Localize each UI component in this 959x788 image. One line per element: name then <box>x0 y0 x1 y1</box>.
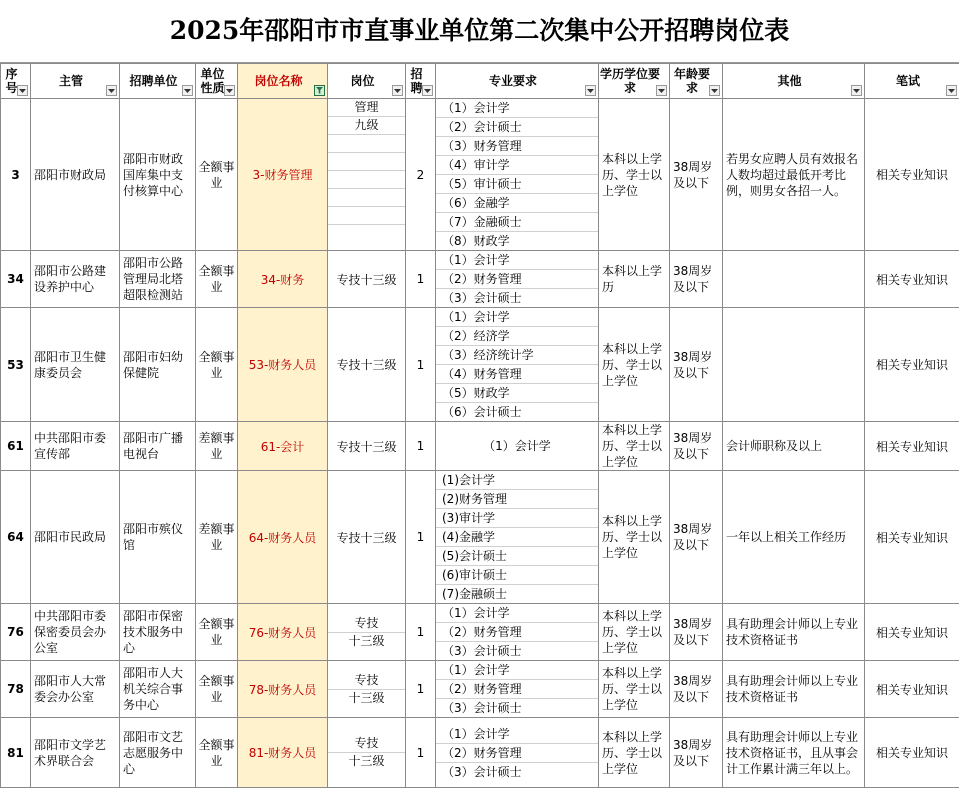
major-list <box>436 308 598 421</box>
unit-cell[interactable]: 邵阳市广播电视台 <box>120 422 196 471</box>
major-item: (3)审计学 <box>436 509 598 528</box>
major-list <box>436 471 598 603</box>
table-row <box>1 251 959 308</box>
edu-cell[interactable]: 本科以上学历、学士以上学位 <box>599 99 670 251</box>
dept-cell[interactable]: 邵阳市文学艺术界联合会 <box>31 718 120 788</box>
table-row <box>1 99 959 251</box>
dept-cell[interactable]: 中共邵阳市委保密委员会办公室 <box>31 604 120 661</box>
major-item: （3）会计硕士 <box>436 642 598 660</box>
post-line: 十三级 <box>328 633 405 650</box>
table-row <box>1 308 959 422</box>
major-item: （5）财政学 <box>436 384 598 403</box>
header-post-name: 岗位名称 <box>238 64 328 99</box>
major-item: （6）金融学 <box>436 194 598 213</box>
filter-dropdown-icon[interactable] <box>106 85 117 96</box>
header-unit: 招聘单位 <box>120 64 196 99</box>
filter-dropdown-icon[interactable] <box>17 85 28 96</box>
major-item: （2）财务管理 <box>436 680 598 699</box>
nature-cell[interactable]: 全额事业 <box>196 251 238 308</box>
nature-cell[interactable]: 全额事业 <box>196 604 238 661</box>
major-item: （3）财务管理 <box>436 137 598 156</box>
empty-subcell <box>328 153 405 171</box>
major-item: （2）经济学 <box>436 327 598 346</box>
dept-cell[interactable]: 邵阳市人大常委会办公室 <box>31 661 120 718</box>
post-line: 专技 <box>328 735 405 753</box>
post-cell[interactable] <box>328 422 406 471</box>
other-cell[interactable]: 一年以上相关工作经历 <box>723 471 865 604</box>
age-cell[interactable]: 38周岁及以下 <box>670 718 723 788</box>
unit-cell[interactable]: 邵阳市殡仪馆 <box>120 471 196 604</box>
dept-cell[interactable]: 邵阳市民政局 <box>31 471 120 604</box>
major-item: （1）会计学 <box>436 725 598 744</box>
exam-cell[interactable]: 相关专业知识 <box>865 99 959 251</box>
post-cell[interactable] <box>328 308 406 422</box>
major-item: （3）会计硕士 <box>436 699 598 717</box>
post-cell[interactable] <box>328 604 406 661</box>
header-exam: 笔试 <box>865 64 959 99</box>
count-cell[interactable]: 1 <box>406 718 436 788</box>
post-name-cell[interactable]: 78-财务人员 <box>238 661 328 718</box>
post-cell[interactable] <box>328 661 406 718</box>
exam-cell[interactable]: 相关专业知识 <box>865 308 959 422</box>
major-list <box>436 99 598 250</box>
post-cell[interactable] <box>328 471 406 604</box>
post-line: 专技十三级 <box>336 440 396 454</box>
exam-cell[interactable]: 相关专业知识 <box>865 251 959 308</box>
dept-cell[interactable]: 中共邵阳市委宣传部 <box>31 422 120 471</box>
count-cell[interactable]: 1 <box>406 661 436 718</box>
seq-cell[interactable]: 64 <box>1 471 31 604</box>
major-item: (6)审计硕士 <box>436 566 598 585</box>
count-cell[interactable]: 1 <box>406 604 436 661</box>
age-cell[interactable]: 38周岁及以下 <box>670 99 723 251</box>
header-nature: 单位性质 <box>196 64 238 99</box>
unit-cell[interactable]: 邵阳市保密技术服务中心 <box>120 604 196 661</box>
edu-cell[interactable]: 本科以上学历、学士以上学位 <box>599 471 670 604</box>
major-item: （3）会计硕士 <box>436 763 598 781</box>
table-row <box>1 604 959 661</box>
other-cell[interactable]: 若男女应聘人员有效报名人数均超过最低开考比例，则男女各招一人。 <box>723 99 865 251</box>
major-list <box>436 251 598 307</box>
dept-cell[interactable]: 邵阳市公路建设养护中心 <box>31 251 120 308</box>
header-major: 专业要求 <box>436 64 599 99</box>
major-item: （7）金融硕士 <box>436 213 598 232</box>
major-cell[interactable] <box>436 99 599 251</box>
nature-cell[interactable]: 全额事业 <box>196 661 238 718</box>
other-cell[interactable]: 具有助理会计师以上专业技术资格证书，且从事会计工作累计满三年以上。 <box>723 718 865 788</box>
exam-cell[interactable]: 相关专业知识 <box>865 422 959 471</box>
unit-cell[interactable]: 邵阳市财政国库集中支付核算中心 <box>120 99 196 251</box>
header-count: 招聘 <box>406 64 436 99</box>
edu-cell[interactable]: 本科以上学历、学士以上学位 <box>599 422 670 471</box>
major-list <box>436 725 598 781</box>
post-line: 专技十三级 <box>336 273 396 287</box>
major-item: （1）会计学 <box>436 661 598 680</box>
seq-cell[interactable]: 76 <box>1 604 31 661</box>
edu-cell[interactable]: 本科以上学历、学士以上学位 <box>599 661 670 718</box>
major-item: （4）财务管理 <box>436 365 598 384</box>
post-line: 专技 <box>328 615 405 633</box>
filter-dropdown-icon[interactable] <box>224 85 235 96</box>
major-item: （1）会计学 <box>436 99 598 118</box>
post-name-cell[interactable]: 53-财务人员 <box>238 308 328 422</box>
major-item: （2）会计硕士 <box>436 118 598 137</box>
post-name-cell[interactable]: 76-财务人员 <box>238 604 328 661</box>
unit-cell[interactable]: 邵阳市公路管理局北塔超限检测站 <box>120 251 196 308</box>
seq-cell[interactable]: 34 <box>1 251 31 308</box>
unit-cell[interactable]: 邵阳市妇幼保健院 <box>120 308 196 422</box>
post-line: 专技十三级 <box>336 358 396 372</box>
age-cell[interactable]: 38周岁及以下 <box>670 471 723 604</box>
seq-cell[interactable]: 61 <box>1 422 31 471</box>
post-cell[interactable] <box>328 718 406 788</box>
seq-cell[interactable]: 53 <box>1 308 31 422</box>
exam-cell[interactable]: 相关专业知识 <box>865 718 959 788</box>
post-name-cell[interactable]: 81-财务人员 <box>238 718 328 788</box>
job-table <box>0 63 959 788</box>
major-list <box>436 604 598 660</box>
post-name-cell[interactable]: 64-财务人员 <box>238 471 328 604</box>
count-cell[interactable]: 2 <box>406 99 436 251</box>
major-cell[interactable] <box>436 422 599 471</box>
major-cell[interactable] <box>436 308 599 422</box>
age-cell[interactable]: 38周岁及以下 <box>670 251 723 308</box>
exam-cell[interactable]: 相关专业知识 <box>865 471 959 604</box>
major-item: （2）财务管理 <box>436 623 598 642</box>
nature-cell[interactable]: 全额事业 <box>196 718 238 788</box>
header-seq: 序号 <box>1 64 31 99</box>
filter-dropdown-icon[interactable] <box>585 85 596 96</box>
header-edu: 学历学位要求 <box>599 64 670 99</box>
major-item: （3）经济统计学 <box>436 346 598 365</box>
major-item: (4)金融学 <box>436 528 598 547</box>
post-name-cell[interactable]: 34-财务 <box>238 251 328 308</box>
post-cell[interactable] <box>328 251 406 308</box>
major-cell[interactable] <box>436 604 599 661</box>
filter-dropdown-icon[interactable] <box>422 85 433 96</box>
seq-cell[interactable]: 78 <box>1 661 31 718</box>
header-age: 年龄要求 <box>670 64 723 99</box>
major-item: (5)会计硕士 <box>436 547 598 566</box>
post-cell[interactable] <box>328 99 406 251</box>
age-cell[interactable]: 38周岁及以下 <box>670 604 723 661</box>
major-item: （2）财务管理 <box>436 744 598 763</box>
major-item: （6）会计硕士 <box>436 403 598 421</box>
other-cell[interactable]: 会计师职称及以上 <box>723 422 865 471</box>
other-cell[interactable] <box>723 308 865 422</box>
count-cell[interactable]: 1 <box>406 251 436 308</box>
major-item: （1）会计学 <box>436 437 598 455</box>
count-cell[interactable]: 1 <box>406 308 436 422</box>
age-cell[interactable]: 38周岁及以下 <box>670 661 723 718</box>
major-list <box>436 661 598 717</box>
major-cell[interactable] <box>436 471 599 604</box>
empty-subcell <box>328 225 405 242</box>
major-item: （8）财政学 <box>436 232 598 250</box>
count-cell[interactable]: 1 <box>406 471 436 604</box>
page-title: 2025年邵阳市市直事业单位第二次集中公开招聘岗位表 <box>0 0 959 63</box>
major-cell[interactable] <box>436 251 599 308</box>
filter-dropdown-icon[interactable] <box>946 85 957 96</box>
major-item: （2）财务管理 <box>436 270 598 289</box>
header-row <box>1 64 959 99</box>
edu-cell[interactable]: 本科以上学历、学士以上学位 <box>599 718 670 788</box>
empty-subcell <box>328 135 405 153</box>
nature-cell[interactable]: 差额事业 <box>196 471 238 604</box>
post-line: 专技 <box>328 672 405 690</box>
nature-cell[interactable]: 全额事业 <box>196 308 238 422</box>
major-item: （1）会计学 <box>436 251 598 270</box>
header-dept: 主管 <box>31 64 120 99</box>
major-item: （3）会计硕士 <box>436 289 598 307</box>
post-line: 十三级 <box>328 690 405 707</box>
seq-cell[interactable]: 81 <box>1 718 31 788</box>
major-item: （1）会计学 <box>436 308 598 327</box>
major-item: (2)财务管理 <box>436 490 598 509</box>
other-cell[interactable]: 具有助理会计师以上专业技术资格证书 <box>723 604 865 661</box>
post-line: 专技十三级 <box>336 531 396 545</box>
post-line: 十三级 <box>328 753 405 770</box>
filter-dropdown-icon[interactable] <box>851 85 862 96</box>
post-line: 管理 <box>328 99 405 117</box>
nature-cell[interactable]: 差额事业 <box>196 422 238 471</box>
filter-dropdown-icon[interactable] <box>392 85 403 96</box>
age-cell[interactable]: 38周岁及以下 <box>670 422 723 471</box>
unit-cell[interactable]: 邵阳市文艺志愿服务中心 <box>120 718 196 788</box>
filter-active-icon[interactable] <box>314 85 325 96</box>
exam-cell[interactable]: 相关专业知识 <box>865 604 959 661</box>
filter-dropdown-icon[interactable] <box>182 85 193 96</box>
post-line: 九级 <box>328 117 405 135</box>
major-item: （1）会计学 <box>436 604 598 623</box>
empty-subcell <box>328 171 405 189</box>
major-list <box>436 437 598 455</box>
nature-cell[interactable]: 全额事业 <box>196 99 238 251</box>
post-name-cell[interactable]: 61-会计 <box>238 422 328 471</box>
major-item: （5）审计硕士 <box>436 175 598 194</box>
filter-dropdown-icon[interactable] <box>656 85 667 96</box>
edu-cell[interactable]: 本科以上学历、学士以上学位 <box>599 604 670 661</box>
post-name-cell[interactable]: 3-财务管理 <box>238 99 328 251</box>
age-cell[interactable]: 38周岁及以下 <box>670 308 723 422</box>
edu-cell[interactable]: 本科以上学历、学士以上学位 <box>599 308 670 422</box>
dept-cell[interactable]: 邵阳市财政局 <box>31 99 120 251</box>
major-item: (7)金融硕士 <box>436 585 598 603</box>
count-cell[interactable]: 1 <box>406 422 436 471</box>
table-row <box>1 471 959 604</box>
table-row <box>1 661 959 718</box>
header-other: 其他 <box>723 64 865 99</box>
table-row <box>1 718 959 788</box>
dept-cell[interactable]: 邵阳市卫生健康委员会 <box>31 308 120 422</box>
empty-subcell <box>328 207 405 225</box>
header-post: 岗位 <box>328 64 406 99</box>
other-cell[interactable] <box>723 251 865 308</box>
empty-subcell <box>328 189 405 207</box>
table-row <box>1 422 959 471</box>
exam-cell[interactable]: 相关专业知识 <box>865 661 959 718</box>
major-item: (1)会计学 <box>436 471 598 490</box>
major-cell[interactable] <box>436 718 599 788</box>
seq-cell[interactable]: 3 <box>1 99 31 251</box>
unit-cell[interactable]: 邵阳市人大机关综合事务中心 <box>120 661 196 718</box>
other-cell[interactable]: 具有助理会计师以上专业技术资格证书 <box>723 661 865 718</box>
filter-dropdown-icon[interactable] <box>709 85 720 96</box>
major-cell[interactable] <box>436 661 599 718</box>
major-item: （4）审计学 <box>436 156 598 175</box>
edu-cell[interactable]: 本科以上学历 <box>599 251 670 308</box>
